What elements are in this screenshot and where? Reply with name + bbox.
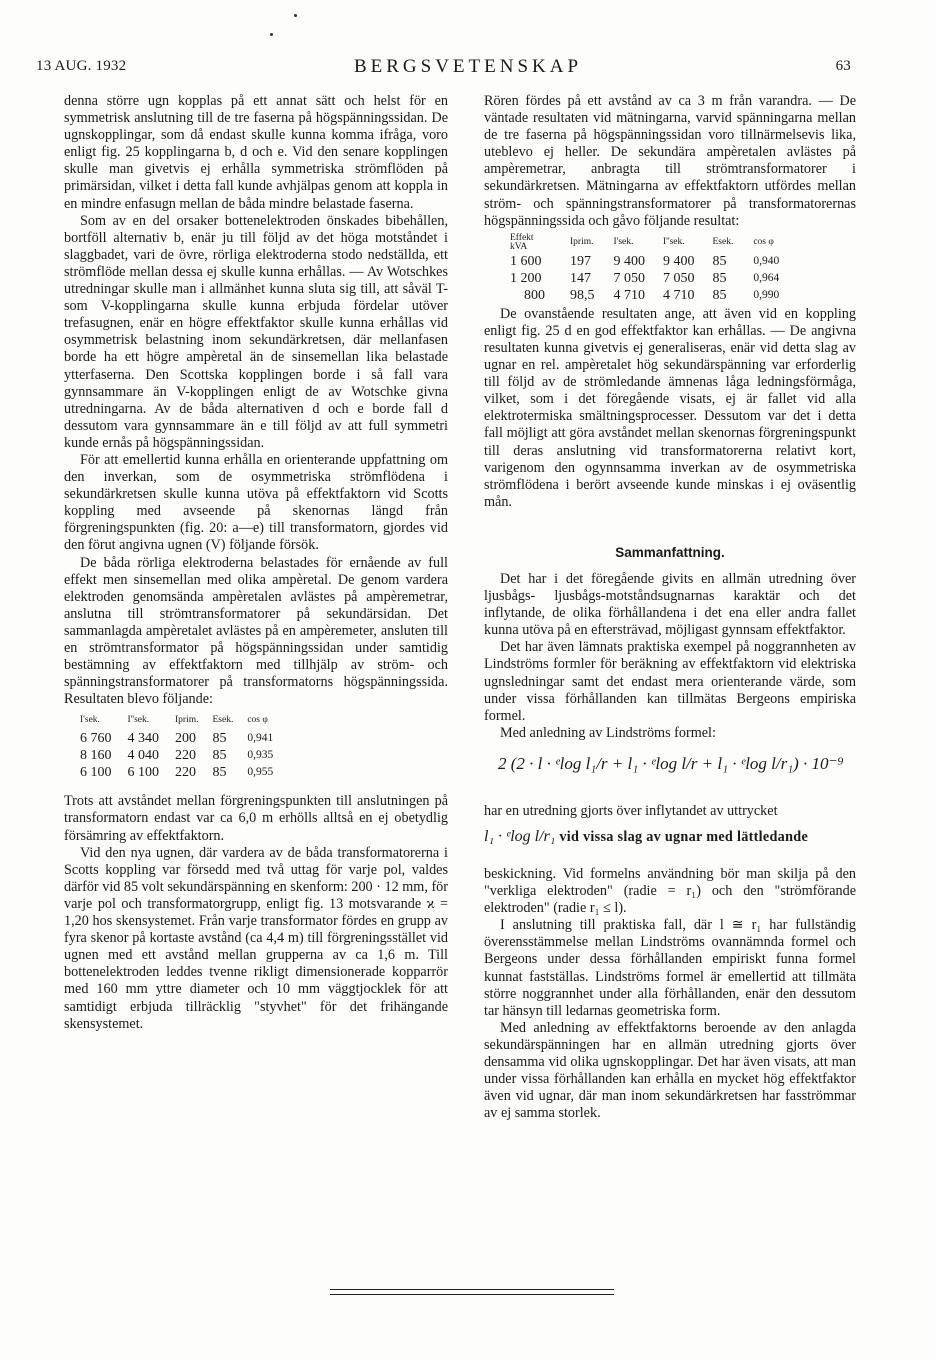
table-cell: 85 — [712, 270, 727, 286]
paragraph: Med anledning av effektfaktorns beroende av den anlagda sekundärspänningen har en allmän utredning gjorts över densamma vid olika ugnskopplingar. Det har även visats, att man under vissa förhållanden kan erhålla en mycket hög effektfaktor även vid ugnar, där man inom sekundärkretsen har fasströmmar av ej samma storlek. — [484, 1019, 856, 1122]
paragraph: I anslutning till praktiska fall, där l ≅ r₁ har fullständig överensstämmelse mellan Lindströms ovannämnda formel och Bergeons under dessa förhållanden empiriskt funna formel kunnat fastställas. Lindströms formel är emellertid att tillmäta större noggrannhet under alla förhållanden, enär den dessutom tar hänsyn till ledarnas geometriska form. — [484, 917, 856, 1019]
speck — [270, 33, 273, 36]
table-header-row — [510, 232, 797, 253]
table-row — [80, 747, 289, 764]
expression-line — [484, 828, 856, 860]
table-cell: 0,941 — [247, 732, 274, 745]
lindstrom-formula: 2 (2 · l · ᵉlog l₁/r + l₁ · ᵉlog l/r + l₁ · ᵉlog l/r₁) · 10⁻⁹ — [498, 753, 844, 773]
column-header: cos φ — [247, 715, 268, 726]
table-cell: 0,935 — [247, 749, 274, 762]
paragraph: denna större ugn kopplas på ett annat sätt och helst för en symmetrisk anslutning till de tre faserna på högspänningssidan. De ugnskopplingar, som då endast skulle kunna komma ifråga, voro enligt fig. 25 kopplingarna b, d och e. Vid den senare kopplingen skulle man givetvis ej erhålla symmetriska strömflöden på primärsidan, vilket i detta fall kunde avhjälpas genom att koppla in en mindre enfasugn mellan de båda mindre belastade faserna. — [64, 93, 448, 212]
column-header: Esek. — [712, 237, 734, 248]
paragraph: Trots att avståndet mellan förgreningspunkten till anslutningen på transformatorn endast var ca 6,0 m erhölls alltså en ej obetydlig försämring av effektfaktorn. — [64, 793, 448, 844]
table-cell: 8 160 — [80, 748, 112, 764]
paragraph: Som av en del orsaker bottenelektroden önskades bibehållen, bortföll alternativ b, enär ju till följd av det höga motståndet i slaggbadet, vari de övre, rörliga elektroderna stodo nedställda, ett strömflöde mellan dessa ej skulle kunna erhållas. — Av Wotschkes utredningar skulle man i allmänhet kunna sluta sig till, att såväl T- som V-kopplingarna skulle kunna erbjuda fördelar utöver trefasugnen, enär en högre effektfaktor skulle kunna erhållas vid osymmetrisk belastning inom sekundärkretsen, där mellanfasen borde ha ett högre ampèretal än de sinsemellan lika belastade ytterfaserna. Den Scottska kopplingen borde i så fall vara gynnsammare än V-kopplingen enligt de av Wotschke givna utredningarna. Av de båda alternativen d och e borde fall d dessutom vara gynnsammare än e till följd av att full symmetri kunde ernås på högspänningssidan. — [64, 212, 448, 451]
table-cell: 7 050 — [662, 270, 695, 286]
measurement-table-1 — [80, 710, 289, 781]
table-cell: 0,940 — [753, 254, 780, 267]
table-cell: 4 710 — [662, 287, 695, 303]
table-cell: 9 400 — [613, 253, 645, 269]
header-date: 13 AUG. 1932 — [36, 58, 127, 74]
table-cell: 85 — [712, 287, 727, 303]
right-column — [484, 93, 856, 1122]
table-cell: 6 760 — [80, 731, 112, 747]
table-cell: 147 — [570, 270, 591, 286]
paragraph: har en utredning gjorts över inflytandet av uttrycket — [484, 802, 778, 819]
measurement-table-2 — [510, 232, 797, 304]
table-cell: 6 100 — [127, 765, 159, 781]
table-cell: 85 — [212, 765, 227, 781]
table-cell: 220 — [175, 765, 196, 781]
table-cell: 98,5 — [570, 287, 595, 303]
journal-title: BERGSVETENSKAP — [353, 56, 583, 77]
table-cell: 4 340 — [127, 731, 159, 747]
table-cell: 85 — [212, 748, 227, 764]
table-cell: 9 400 — [662, 253, 695, 269]
column-header: Iprim. — [175, 715, 199, 726]
paragraph: beskickning. Vid formelns användning bör man skilja på den "verkliga elektroden" (radie = r₁) och den "strömförande elektroden" (radie r₁ ≤ l). — [484, 866, 856, 917]
table-cell: 220 — [175, 748, 196, 764]
table-header-row — [80, 710, 289, 730]
table-cell: 85 — [712, 253, 727, 269]
paragraph: Det har även lämnats praktiska exempel på noggrannheten av Lindströms formler för beräkning av effektfaktorn vid elektriska ugnsledningar samt det endast mera orienterande värde, som under vissa förhållanden kan tillmätas Bergeons empiriska formel. — [484, 639, 856, 724]
column-header: I'sek. — [80, 715, 100, 726]
column-header: Effekt kVA — [510, 232, 534, 252]
paragraph: Vid den nya ugnen, där vardera av de båda transformatorerna i Scotts koppling var försedd med två uttag för varje pol, valdes därför vid 85 volt sekundärspänning en skenform: 200 · 12 mm, för varje pol och transformatorgrupp, enligt fig. 13 motsvarande ϰ = 1,20 hos skensystemet. Från varje transformator fördes en grupp av fyra skenor på kortaste avstånd (ca 4,4 m) till förgreningsstället vid ugnen med ett avstånd mellan grupperna av ca 1,6 m. Till bottenelektroden leddes tvenne rikligt dimensionerade kopparrör med 160 mm yttre diameter och 10 mm väggtjocklek för att samtidigt erbjuda tillräcklig "styvhet" för det frihängande skensystemet. — [64, 844, 448, 1032]
table-cell: 7 050 — [613, 270, 645, 286]
column-header: I'sek. — [613, 237, 634, 248]
table-cell: 800 — [524, 287, 545, 303]
paragraph: De båda rörliga elektroderna belastades för ernående av full effekt men sinsemellan med olika ampèretal. De genom vardera elektroden genomsända ampèretalen avlästes på ampèremetrar, anslutna till strömtransformatorer på sekundärsidan. Det sammanlagda ampèretalet avlästes på en ampèremeter, ansluten till en strömtransformator på högspänningssidan under samtidig bestämning av effektfaktorn med tillhjälp av ström- och spänningstransformatorer på transformatorns högspänningssida. Resultaten blevo följande: — [64, 554, 448, 708]
table-cell: 4 040 — [127, 748, 159, 764]
paragraph: Det har i det föregående givits en allmän utredning över ljusbågs- ljusbågs-motståndsugnarnas karaktär och det inflytande, de olika förhållandena i det ena eller andra fallet kunna utöva på en eftersträvad, möjligast gynnsam effektfaktor. — [484, 570, 856, 639]
table-row — [510, 270, 797, 287]
expression-term: l₁ · ᵉlog l/r₁ — [484, 828, 560, 845]
table-cell: 200 — [175, 731, 196, 747]
paragraph: Med anledning av Lindströms formel: — [500, 724, 716, 741]
table-row — [510, 253, 797, 270]
paragraph: För att emellertid kunna erhålla en orienterande uppfattning om den inverkan, som de osymmetriska strömflödena i sekundärkretsen skulle kunna utöva på effektfaktorn vid Scotts koppling med avseende på skenornas längd från förgreningspunkten (fig. 20: a—e) till transformatorn, gjordes vid den förut angivna ugnen (V) följande försök. — [64, 451, 448, 554]
page-number: 63 — [835, 58, 851, 74]
end-rule — [330, 1294, 614, 1295]
expression-text: vid vissa slag av ugnar med lättledande — [559, 829, 809, 845]
column-header: cos φ — [753, 237, 774, 248]
end-rule — [330, 1289, 614, 1290]
table-cell: 197 — [570, 253, 591, 269]
section-heading: Sammanfattning. — [615, 544, 725, 560]
column-header: I''sek. — [127, 715, 150, 726]
table-cell: 1 600 — [510, 253, 542, 269]
table-cell: 6 100 — [80, 765, 112, 781]
column-header: Esek. — [212, 715, 234, 726]
table-cell: 4 710 — [613, 287, 645, 303]
table-cell: 0,990 — [753, 288, 780, 301]
table-cell: 0,964 — [753, 271, 780, 284]
table-cell: 1 200 — [510, 270, 542, 286]
speck — [294, 14, 297, 17]
table-row — [80, 764, 289, 781]
column-header: Iprim. — [570, 237, 594, 248]
table-cell: 85 — [212, 731, 227, 747]
table-row — [80, 730, 289, 747]
left-column — [64, 93, 448, 1033]
paragraph: Rören fördes på ett avstånd av ca 3 m från varandra. — De väntade resultaten vid mätningarna, varvid spänningarna mellan de tre faserna på högspänningssidan voro tillnärmelsevis lika, uteblevo ej heller. De sekundära ampèretalen avlästes på ampèremetrar, anbragta till strömtransformatorer i sekundärkretsen. Mätningarna av effektfaktorn utfördes mellan ström- och spänningstransformatorer på transformatorernas högspänningssida och gåvo följande resultat: — [484, 93, 856, 229]
table-row — [510, 287, 797, 304]
paragraph: De ovanstående resultaten ange, att även vid en koppling enligt fig. 25 d en god effektfaktor kan erhållas. — De angivna resultaten kunna givetvis ej generaliseras, enär vid detta slag av ugnar en rel. ampèretalet hög sekundärspänning var erforderlig till följd av de strömledande ämnenas låga ledningsförmåga, vilket, som i det föregående visats, ej är fallet vid alla elektrotermiska smältningsprocesser. Dessutom var det i detta fall möjligt att göra avståndet mellan skenornas förgreningspunkt till deras anslutning vid transformatorerna relativt kort, varigenom den ogynnsamma inverkan av de osymmetriska strömflödena i berört avseende kunde minskas i ej oväsentlig mån. — [484, 305, 856, 510]
table-cell: 0,955 — [247, 766, 274, 779]
column-header: I''sek. — [662, 237, 685, 248]
